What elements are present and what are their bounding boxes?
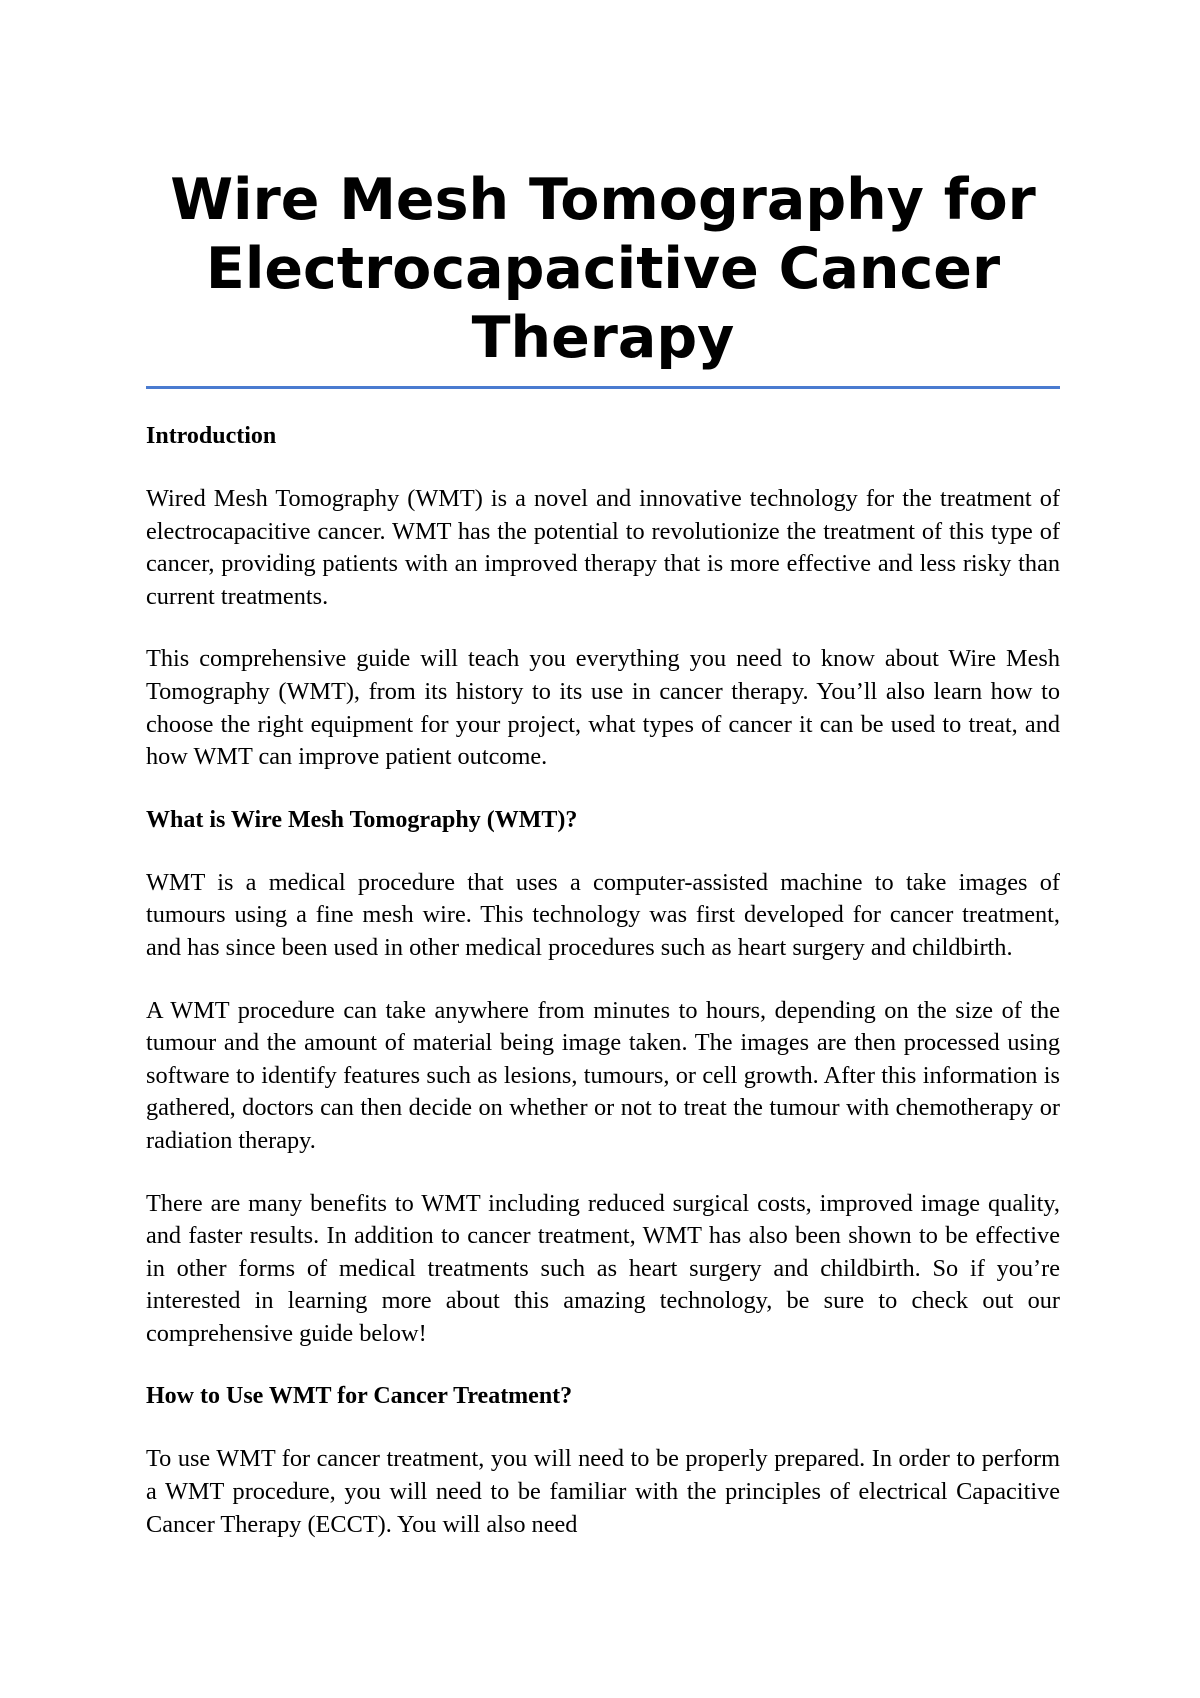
section-heading-what-is-wmt: What is Wire Mesh Tomography (WMT)?: [146, 806, 578, 833]
paragraph: There are many benefits to WMT including reduced surgical costs, improved image quality, and faster results. In addition to cancer treatment, WMT has also been shown to be effective in other forms of medical treatments such as heart surgery and childbirth. So if you’re interested in learning more about this amazing technology, be sure to check out our comprehensive guide below!: [146, 1189, 1060, 1347]
document-title: Wire Mesh Tomography for Electrocapacitive Cancer Therapy: [170, 167, 1036, 371]
paragraph: Wired Mesh Tomography (WMT) is a novel and innovative technology for the treatment of electrocapacitive cancer. WMT has the potential to revolutionize the treatment of this type of cancer, providing patients with an improved therapy that is more effective and less risky than current treatments.: [146, 485, 1060, 610]
paragraph: WMT is a medical procedure that uses a computer-assisted machine to take images of tumours using a fine mesh wire. This technology was first developed for cancer treatment, and has since been used in other medical procedures such as heart surgery and childbirth.: [146, 868, 1060, 961]
paragraph: To use WMT for cancer treatment, you will need to be properly prepared. In order to perform a WMT procedure, you will need to be familiar with the principles of electrical Capacitive Cancer Therapy (ECCT). You will also need: [146, 1445, 1060, 1538]
document-body: [146, 166, 1060, 1571]
paragraph: This comprehensive guide will teach you everything you need to know about Wire Mesh Tomography (WMT), from its history to its use in cancer therapy. You’ll also learn how to choose the right equipment for your project, what types of cancer it can be used to treat, and how WMT can improve patient outcome.: [146, 645, 1060, 771]
section-heading-introduction: Introduction: [146, 423, 277, 449]
title-divider: [146, 386, 1060, 389]
section-heading-how-to-use-wmt: How to Use WMT for Cancer Treatment?: [146, 1383, 573, 1410]
paragraph: A WMT procedure can take anywhere from minutes to hours, depending on the size of the tumour and the amount of material being image taken. The images are then processed using software to identify features such as lesions, tumours, or cell growth. After this information is gathered, doctors can then decide on whether or not to treat the tumour with chemotherapy or radiation therapy.: [146, 996, 1060, 1154]
